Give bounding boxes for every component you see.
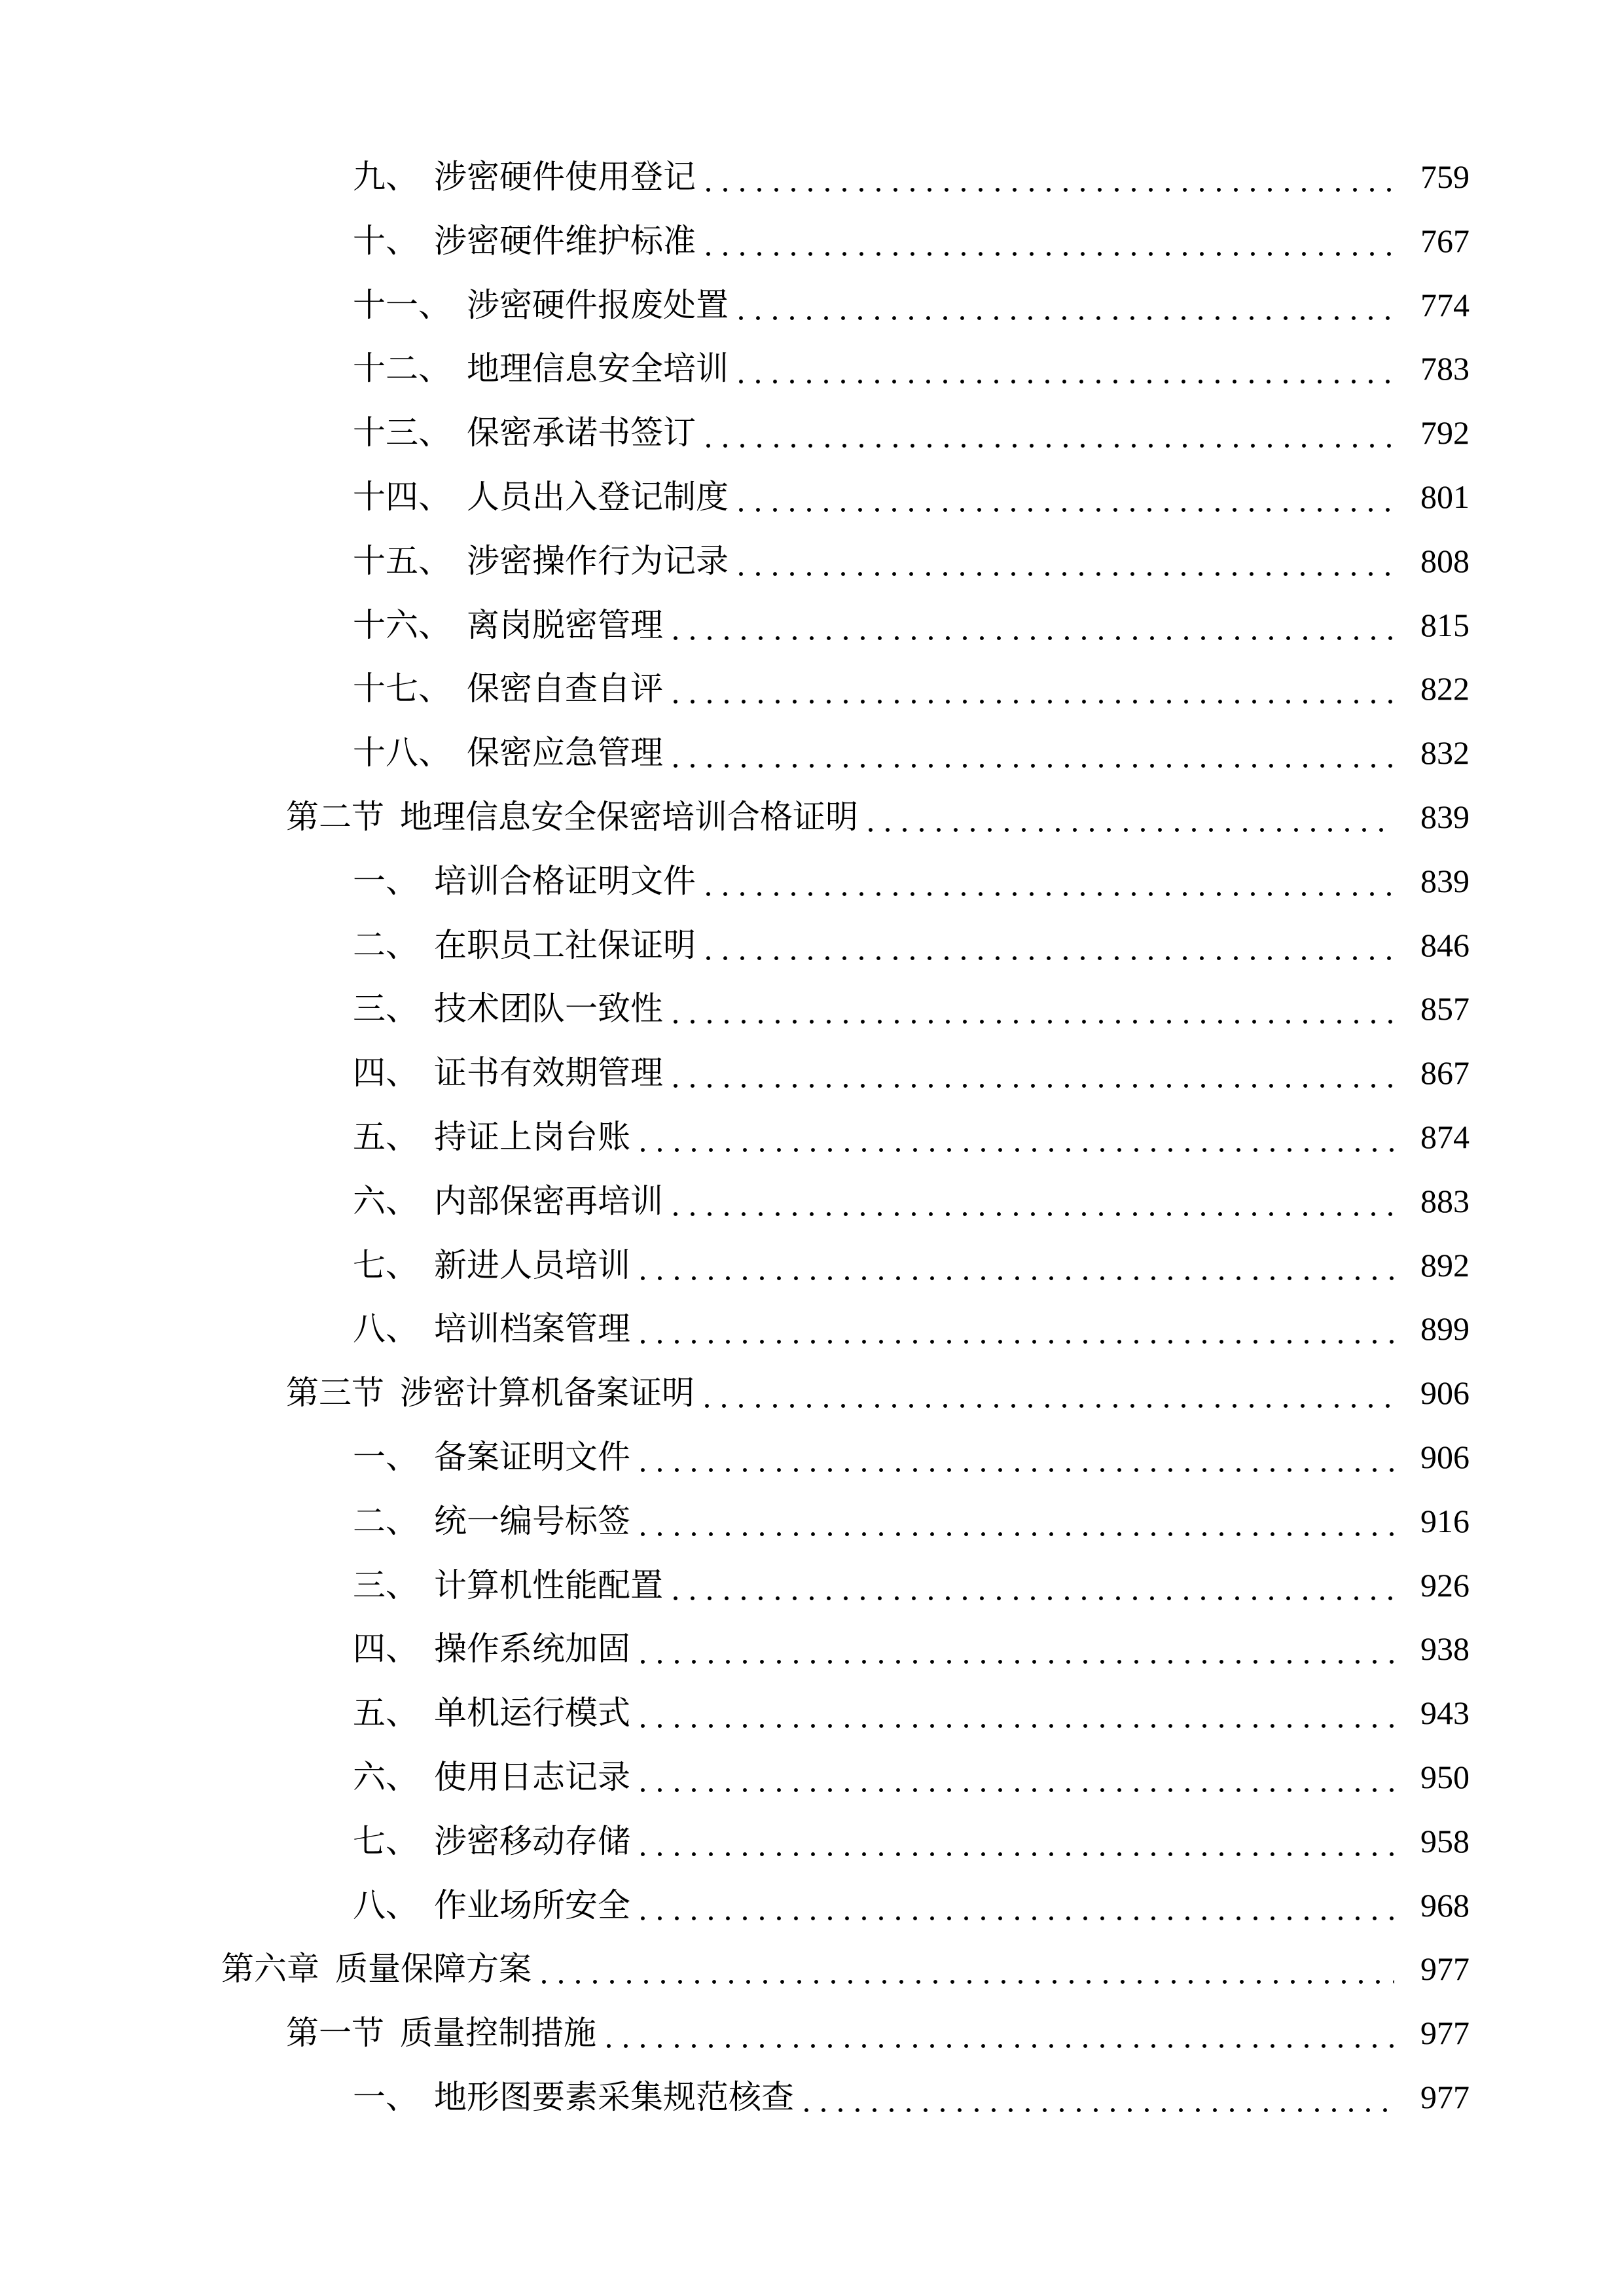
dot-leader <box>700 221 1394 260</box>
toc-entry-page: 906 <box>1420 1439 1470 1475</box>
toc-entry-page: 815 <box>1420 606 1470 643</box>
toc-entry-page: 867 <box>1420 1054 1470 1092</box>
toc-entry-number: 六、 <box>353 1759 418 1795</box>
toc-entry-page: 883 <box>1420 1182 1470 1219</box>
toc-entry[interactable] <box>0 2013 1624 2053</box>
dot-leader <box>667 1181 1394 1221</box>
dot-leader <box>634 1309 1394 1348</box>
toc-entry-page: 916 <box>1420 1502 1470 1539</box>
toc-entry[interactable] <box>0 221 1624 260</box>
toc-entry[interactable] <box>0 1246 1624 1285</box>
dot-leader <box>634 1821 1394 1861</box>
toc-entry[interactable] <box>0 1181 1624 1221</box>
toc-entry[interactable] <box>0 669 1624 708</box>
toc-entry[interactable] <box>0 605 1624 645</box>
toc-entry-title: 涉密移动存储 <box>434 1822 630 1859</box>
dot-leader <box>700 413 1394 452</box>
toc-entry-title: 保密应急管理 <box>467 734 663 772</box>
toc-entry-page: 950 <box>1420 1759 1470 1795</box>
toc-entry-title: 计算机性能配置 <box>434 1566 663 1604</box>
toc-entry-title: 涉密硬件维护标准 <box>434 222 696 259</box>
toc-entry-number: 九、 <box>353 158 418 195</box>
toc-entry-number: 五、 <box>353 1695 418 1732</box>
toc-entry-page: 943 <box>1420 1695 1470 1732</box>
dot-leader <box>634 1117 1394 1157</box>
dot-leader <box>732 541 1394 581</box>
dot-leader <box>634 1693 1394 1732</box>
toc-entry-page: 892 <box>1420 1246 1470 1283</box>
toc-entry[interactable] <box>0 1373 1624 1412</box>
toc-entry-number: 十、 <box>353 222 418 259</box>
toc-entry-number: 第二节 <box>286 798 384 835</box>
toc-entry-number: 四、 <box>353 1630 418 1668</box>
toc-entry[interactable] <box>0 413 1624 452</box>
dot-leader <box>667 1566 1394 1605</box>
toc-entry[interactable] <box>0 1437 1624 1477</box>
toc-entry-page: 808 <box>1420 542 1470 579</box>
toc-entry[interactable] <box>0 1566 1624 1605</box>
toc-entry-number: 七、 <box>353 1246 418 1283</box>
toc-entry-title: 涉密操作行为记录 <box>467 542 729 579</box>
dot-leader <box>634 1629 1394 1668</box>
toc-entry-title: 人员出入登记制度 <box>467 478 729 515</box>
toc-entry-number: 第六章 <box>221 1950 319 1988</box>
dot-leader <box>798 2077 1394 2117</box>
toc-entry-title: 质量保障方案 <box>335 1950 532 1988</box>
toc-entry[interactable] <box>0 1757 1624 1797</box>
toc-entry-number: 六、 <box>353 1182 418 1219</box>
toc-entry-page: 846 <box>1420 926 1470 963</box>
toc-entry[interactable] <box>0 1886 1624 1925</box>
toc-entry-page: 874 <box>1420 1119 1470 1155</box>
dot-leader <box>634 1437 1394 1477</box>
toc-entry-page: 783 <box>1420 350 1470 387</box>
dot-leader <box>535 1949 1394 1988</box>
toc-entry-number: 一、 <box>353 862 418 899</box>
toc-entry[interactable] <box>0 1053 1624 1092</box>
toc-entry-title: 统一编号标签 <box>434 1502 630 1539</box>
toc-entry-number: 十三、 <box>353 414 451 452</box>
toc-entry-page: 839 <box>1420 798 1470 835</box>
toc-entry-number: 三、 <box>353 990 418 1028</box>
toc-entry-title: 质量控制措施 <box>400 2015 596 2052</box>
toc-entry-number: 第一节 <box>286 2015 384 2052</box>
toc-entry-title: 保密自查自评 <box>467 670 663 708</box>
toc-entry-number: 十五、 <box>353 542 451 579</box>
toc-entry-page: 759 <box>1420 158 1470 195</box>
toc-entry-title: 新进人员培训 <box>434 1246 630 1283</box>
dot-leader <box>732 285 1394 325</box>
toc-entry-title: 技术团队一致性 <box>434 990 663 1028</box>
dot-leader <box>634 1757 1394 1797</box>
toc-entry-title: 涉密硬件使用登记 <box>434 158 696 195</box>
dot-leader <box>600 2013 1394 2053</box>
toc-entry-number: 十六、 <box>353 606 451 643</box>
toc-entry[interactable] <box>0 541 1624 581</box>
toc-entry[interactable] <box>0 1309 1624 1348</box>
toc-entry[interactable] <box>0 1501 1624 1541</box>
toc-entry-number: 三、 <box>353 1566 418 1604</box>
toc-entry-number: 十八、 <box>353 734 451 772</box>
toc-entry[interactable] <box>0 285 1624 325</box>
toc-entry-page: 774 <box>1420 286 1470 323</box>
toc-entry-number: 八、 <box>353 1886 418 1924</box>
toc-entry-number: 一、 <box>353 1439 418 1475</box>
toc-entry-title: 离岗脱密管理 <box>467 606 663 643</box>
toc-entry-page: 857 <box>1420 990 1470 1028</box>
toc-entry-title: 内部保密再培训 <box>434 1182 663 1219</box>
toc-entry-title: 单机运行模式 <box>434 1695 630 1732</box>
toc-entry[interactable] <box>0 989 1624 1028</box>
dot-leader <box>667 1053 1394 1092</box>
toc-entry-title: 地理信息安全保密培训合格证明 <box>400 798 858 835</box>
toc-entry-page: 926 <box>1420 1566 1470 1604</box>
toc-entry-page: 977 <box>1420 2015 1470 2052</box>
dot-leader <box>667 669 1394 708</box>
toc-entry-title: 涉密硬件报废处置 <box>467 286 729 323</box>
toc-entry-number: 十七、 <box>353 670 451 708</box>
toc-entry[interactable] <box>0 797 1624 836</box>
toc-entry[interactable] <box>0 349 1624 388</box>
toc-entry-number: 第三节 <box>286 1374 384 1412</box>
toc-entry-title: 保密承诺书签订 <box>467 414 696 452</box>
toc-entry-page: 938 <box>1420 1630 1470 1668</box>
toc-entry[interactable] <box>0 477 1624 516</box>
toc-entry-page: 968 <box>1420 1886 1470 1924</box>
toc-entry-title: 培训合格证明文件 <box>434 862 696 899</box>
toc-entry-number: 五、 <box>353 1119 418 1155</box>
toc-entry-title: 操作系统加固 <box>434 1630 630 1668</box>
toc-entry-number: 二、 <box>353 1502 418 1539</box>
toc-entry-page: 977 <box>1420 1950 1470 1988</box>
toc-entry-page: 792 <box>1420 414 1470 452</box>
dot-leader <box>634 1246 1394 1285</box>
toc-entry-title: 地形图要素采集规范核查 <box>434 2079 794 2115</box>
toc-entry[interactable] <box>0 861 1624 901</box>
dot-leader <box>667 733 1394 772</box>
toc-entry-title: 作业场所安全 <box>434 1886 630 1924</box>
toc-entry[interactable] <box>0 2077 1624 2117</box>
dot-leader <box>634 1886 1394 1925</box>
toc-entry[interactable] <box>0 1629 1624 1668</box>
dot-leader <box>700 157 1394 196</box>
toc-entry-number: 一、 <box>353 2079 418 2115</box>
toc-entry-page: 822 <box>1420 670 1470 708</box>
dot-leader <box>634 1501 1394 1541</box>
toc-entry-page: 958 <box>1420 1822 1470 1859</box>
toc-entry-title: 在职员工社保证明 <box>434 926 696 963</box>
dot-leader <box>667 605 1394 645</box>
toc-entry-page: 899 <box>1420 1310 1470 1348</box>
toc-entry-number: 八、 <box>353 1310 418 1348</box>
dot-leader <box>862 797 1394 836</box>
toc-entry-title: 培训档案管理 <box>434 1310 630 1348</box>
toc-entry-title: 地理信息安全培训 <box>467 350 729 387</box>
toc-entry-page: 906 <box>1420 1374 1470 1412</box>
toc-entry[interactable] <box>0 1693 1624 1732</box>
toc-entry[interactable] <box>0 1117 1624 1157</box>
toc-entry-page: 801 <box>1420 478 1470 515</box>
toc-entry-page: 839 <box>1420 862 1470 899</box>
toc-entry-title: 备案证明文件 <box>434 1439 630 1475</box>
dot-leader <box>698 1373 1394 1412</box>
toc-entry-title: 涉密计算机备案证明 <box>400 1374 695 1412</box>
dot-leader <box>732 477 1394 516</box>
toc-entry-title: 证书有效期管理 <box>434 1054 663 1092</box>
toc-entry-number: 七、 <box>353 1822 418 1859</box>
toc-entry-number: 二、 <box>353 926 418 963</box>
toc-entry-number: 十一、 <box>353 286 451 323</box>
toc-entry[interactable] <box>0 1821 1624 1861</box>
toc-entry-title: 持证上岗台账 <box>434 1119 630 1155</box>
toc-entry-title: 使用日志记录 <box>434 1759 630 1795</box>
dot-leader <box>700 861 1394 901</box>
dot-leader <box>667 989 1394 1028</box>
dot-leader <box>700 925 1394 965</box>
toc-entry-number: 十二、 <box>353 350 451 387</box>
toc-entry[interactable] <box>0 157 1624 196</box>
toc-entry[interactable] <box>0 733 1624 772</box>
toc-entry-page: 977 <box>1420 2079 1470 2115</box>
toc-entry-number: 四、 <box>353 1054 418 1092</box>
toc-entry-page: 832 <box>1420 734 1470 772</box>
dot-leader <box>732 349 1394 388</box>
toc-entry-number: 十四、 <box>353 478 451 515</box>
toc-entry[interactable] <box>0 925 1624 965</box>
toc-entry[interactable] <box>0 1949 1624 1988</box>
toc-entry-page: 767 <box>1420 222 1470 259</box>
